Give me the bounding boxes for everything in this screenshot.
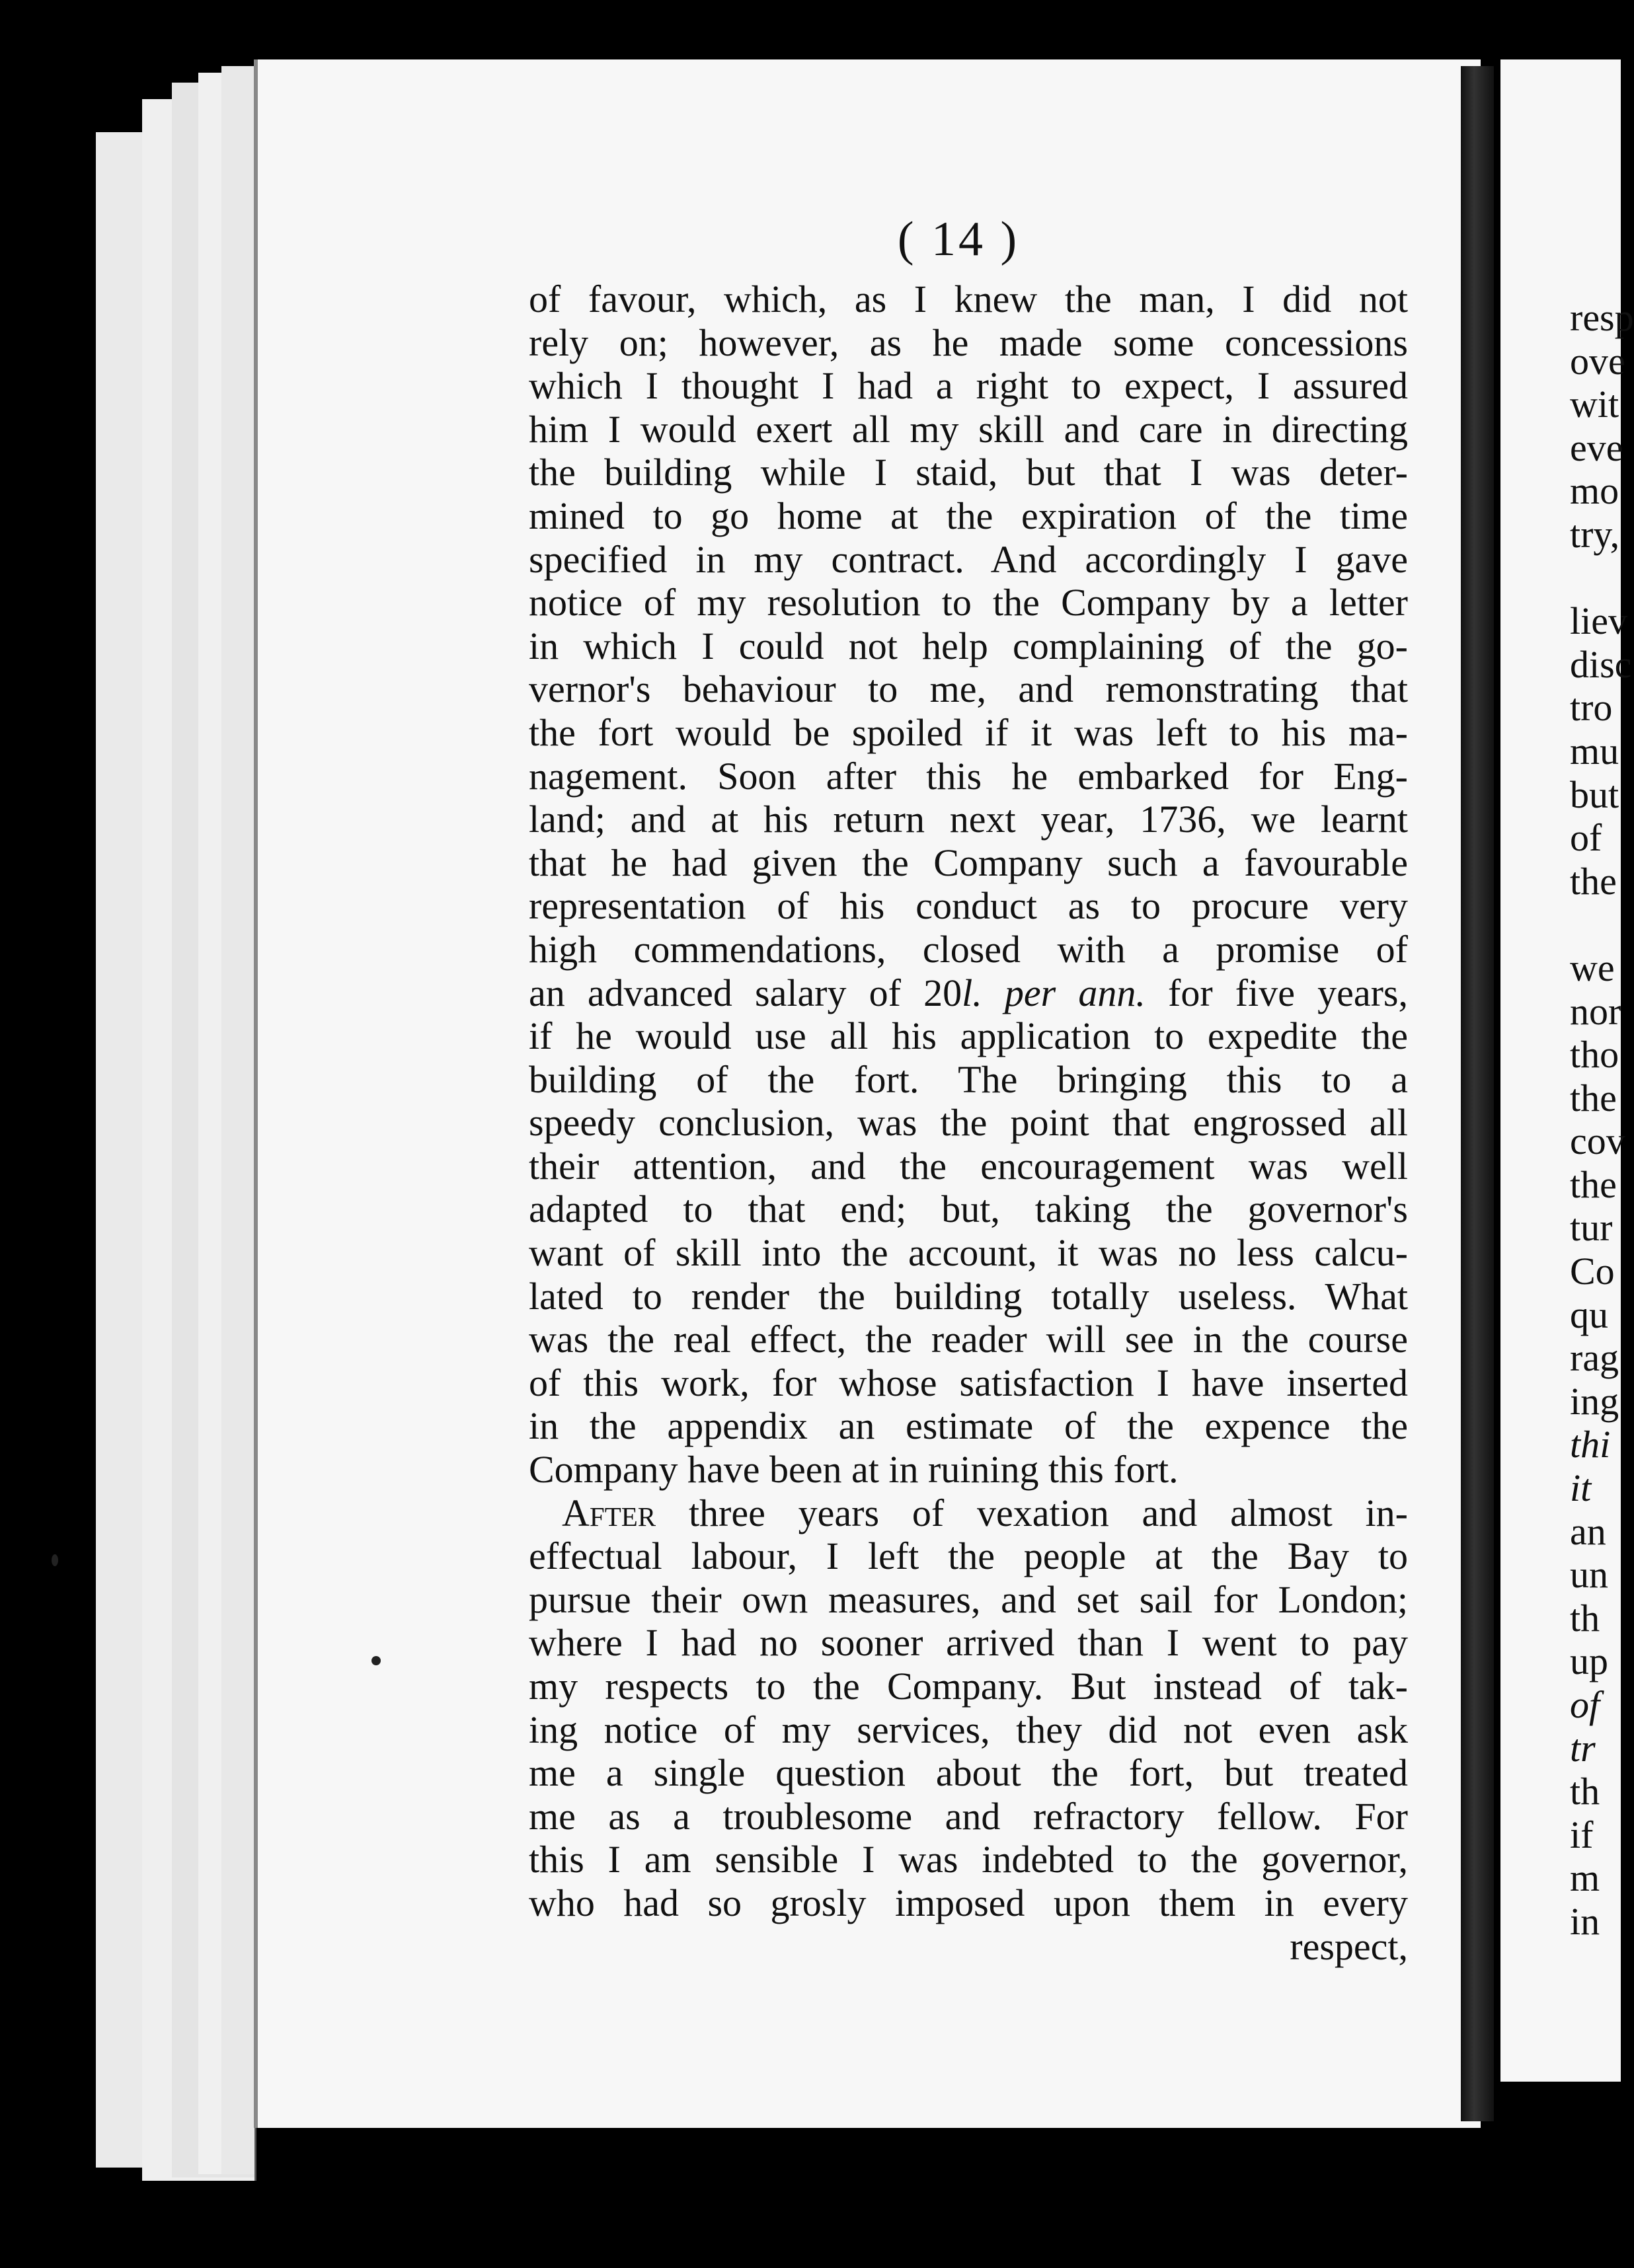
right-page-text [1570, 296, 1634, 1944]
text-line: of favour, which, as I knew the man, I did not [529, 278, 1408, 321]
text-line: was the real effect, the reader will see in the course [529, 1318, 1408, 1361]
text-fragment: try, [1570, 512, 1620, 556]
text-line: representation of his conduct as to procure very [529, 884, 1408, 928]
text-fragment: wit [1570, 383, 1619, 426]
text-line: my respects to the Company. But instead of tak- [529, 1665, 1408, 1708]
text-line: speedy conclusion, was the point that engrossed all [529, 1101, 1408, 1145]
text-line: lated to render the building totally useless. What [529, 1274, 1408, 1318]
small-caps-text: After [562, 1491, 656, 1534]
text-line: notice of my resolution to the Company by a letter [529, 581, 1408, 624]
ink-speck [52, 1554, 58, 1566]
text-line: that he had given the Company such a favourable [529, 841, 1408, 884]
text-fragment: but [1570, 773, 1619, 816]
text-run: three years of vexation and almost in- [656, 1491, 1408, 1534]
text-fragment: the [1570, 1162, 1617, 1206]
text-line: adapted to that end; but, taking the governor's [529, 1188, 1408, 1231]
text-line: the fort would be spoiled if it was left to his ma- [529, 710, 1408, 754]
text-fragment: qu [1570, 1293, 1608, 1336]
text-fragment: tro [1570, 686, 1613, 730]
text-fragment: th [1570, 1596, 1600, 1640]
text-fragment: tur [1570, 1206, 1613, 1250]
text-fragment: mu [1570, 729, 1619, 773]
text-fragment: resp [1570, 296, 1634, 339]
text-fragment: th [1570, 1770, 1600, 1813]
text-fragment: it [1570, 1466, 1592, 1510]
text-fragment: tho [1570, 1033, 1619, 1077]
text-fragment: the [1570, 859, 1617, 903]
ink-speck [371, 1656, 381, 1665]
page-number: ( 14 ) [897, 212, 1020, 266]
text-line: where I had no sooner arrived than I went to pay [529, 1621, 1408, 1665]
text-line: in which I could not help complaining of the go- [529, 624, 1408, 667]
text-fragment: tr [1570, 1726, 1596, 1770]
text-fragment: disc [1570, 642, 1632, 686]
text-fragment: Co [1570, 1250, 1615, 1293]
text-fragment: liev [1570, 599, 1627, 643]
text-line: land; and at his return next year, 1736, we learnt [529, 798, 1408, 841]
text-fragment: thi [1570, 1423, 1611, 1466]
text-line: who had so grosly imposed upon them in every [529, 1881, 1408, 1924]
text-fragment: up [1570, 1640, 1608, 1683]
page-edge [221, 66, 256, 2174]
text-line: rely on; however, as he made some concessions [529, 321, 1408, 364]
text-line: if he would use all his application to expedite the [529, 1014, 1408, 1058]
text-fragment: m [1570, 1856, 1600, 1900]
catchword: respect, [1290, 1924, 1408, 1968]
text-line: effectual labour, I left the people at the Bay to [529, 1534, 1408, 1578]
text-line: this I am sensible I was indebted to the governor, [529, 1838, 1408, 1881]
text-line: of this work, for whose satisfaction I have inserted [529, 1361, 1408, 1404]
text-fragment: an [1570, 1509, 1606, 1553]
text-fragment: we [1570, 946, 1615, 989]
text-line: pursue their own measures, and set sail for London; [529, 1577, 1408, 1621]
text-line: which I thought I had a right to expect, I assured [529, 364, 1408, 408]
text-line: me a single question about the fort, but treated [529, 1751, 1408, 1795]
text-line: the building while I staid, but that I was deter- [529, 451, 1408, 494]
text-fragment: nor [1570, 989, 1621, 1033]
text-line: nagement. Soon after this he embarked for Eng- [529, 754, 1408, 798]
text-run: for five years, [1145, 971, 1408, 1014]
text-line: building of the fort. The bringing this to a [529, 1057, 1408, 1101]
text-line [529, 1492, 1408, 1535]
text-fragment: cov [1570, 1119, 1625, 1163]
text-line: specified in my contract. And accordingly I gave [529, 537, 1408, 581]
text-fragment: eve [1570, 426, 1623, 469]
italic-text: l. per ann. [962, 971, 1146, 1014]
text-fragment: un [1570, 1553, 1608, 1597]
text-line: me as a troublesome and refractory fellow. For [529, 1794, 1408, 1838]
text-fragment: ing [1570, 1379, 1619, 1423]
text-line: vernor's behaviour to me, and remonstrating that [529, 667, 1408, 711]
text-line: mined to go home at the expiration of the time [529, 494, 1408, 537]
text-line: Company have been at in ruining this fort. [529, 1448, 1179, 1492]
book-gutter [1461, 66, 1494, 2121]
text-fragment: the [1570, 1076, 1617, 1119]
text-fragment: ove [1570, 339, 1625, 383]
paragraph-gap [1570, 556, 1621, 600]
text-fragment: if [1570, 1813, 1594, 1856]
text-line [529, 971, 1408, 1015]
text-line: their attention, and the encouragement was well [529, 1144, 1408, 1188]
text-line: want of skill into the account, it was no less calcu- [529, 1231, 1408, 1275]
text-fragment: in [1570, 1899, 1600, 1943]
text-fragment: of [1570, 1683, 1600, 1726]
paragraph-gap [1570, 903, 1621, 946]
text-line: high commendations, closed with a promise of [529, 927, 1408, 971]
text-fragment: of [1570, 816, 1602, 860]
text-line: him I would exert all my skill and care in directing [529, 407, 1408, 451]
body-text [529, 278, 1408, 1968]
text-line: ing notice of my services, they did not even ask [529, 1708, 1408, 1751]
text-fragment: mo [1570, 469, 1619, 513]
text-fragment: rag [1570, 1336, 1619, 1380]
text-run: an advanced salary of 20 [529, 971, 962, 1014]
text-line: in the appendix an estimate of the expence the [529, 1404, 1408, 1448]
